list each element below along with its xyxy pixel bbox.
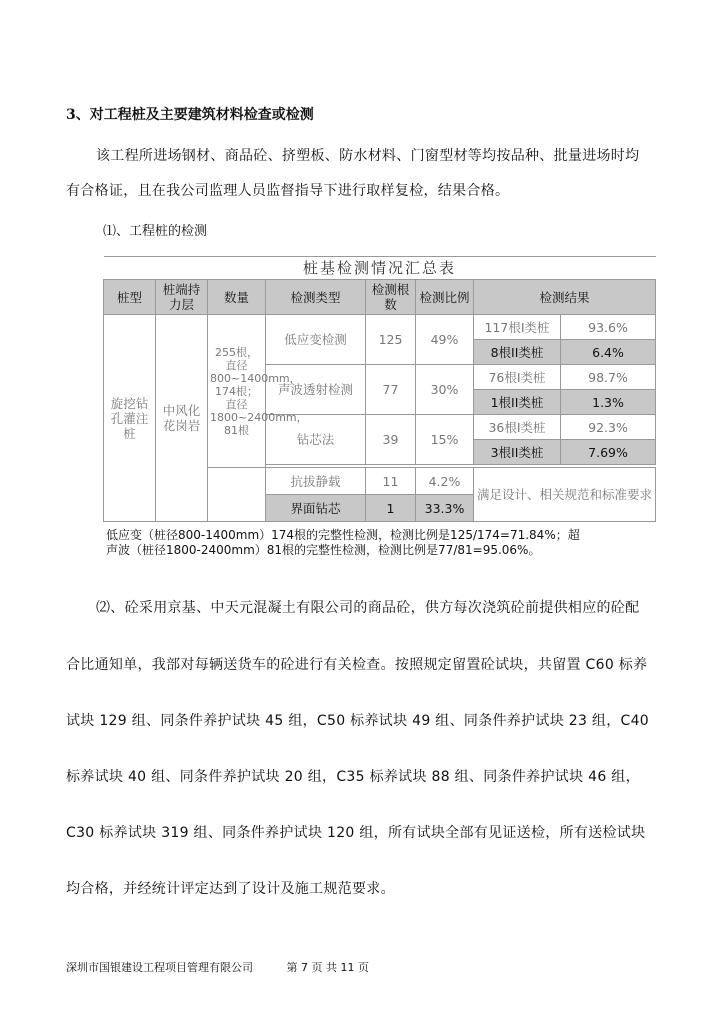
- test-type-cell: 声波透射检测: [266, 365, 366, 415]
- pile-type-cell: 旋挖钻孔灌注桩: [104, 315, 156, 522]
- result-percent-cell: 1.3%: [561, 390, 656, 415]
- test-type-cell: 低应变检测: [266, 315, 366, 365]
- paragraph-line: C30 标养试块 319 组、同条件养护试块 120 组，所有试块全部有见证送检，所有送检试块: [66, 825, 646, 841]
- result-class-cell: 8根II类桩: [474, 340, 561, 365]
- table-row: [104, 315, 656, 340]
- header-cell: 检测比例: [416, 280, 474, 315]
- section-heading: 3、对工程桩及主要建筑材料检查或检测: [66, 107, 314, 123]
- test-count-cell: 39: [366, 415, 416, 465]
- test-ratio-cell: 30%: [416, 365, 474, 415]
- test-count-cell: 11: [366, 468, 416, 495]
- paragraph-line: 试块 129 组、同条件养护试块 45 组，C50 标养试块 49 组、同条件养护试块 23 组，C40: [66, 713, 649, 729]
- test-count-cell: 1: [366, 495, 416, 522]
- header-cell: 检测结果: [474, 280, 656, 315]
- test-count-cell: 125: [366, 315, 416, 365]
- note-line: 声波（桩径1800-2400mm）81根的完整性检测，检测比例是77/81=95.06%。: [106, 543, 541, 557]
- pile-test-summary-table: [103, 256, 656, 522]
- paragraph-line: 标养试块 40 组、同条件养护试块 20 组，C35 标养试块 88 组、同条件养护试块 46 组，: [66, 769, 640, 785]
- merged-result-cell: 满足设计、相关规范和标准要求: [474, 468, 656, 522]
- paragraph-line: 该工程所进场钢材、商品砼、挤塑板、防水材料、门窗型材等均按品种、批量进场时均: [96, 148, 640, 164]
- result-percent-cell: 92.3%: [561, 415, 656, 440]
- footer-page-number: 第 7 页 共 11 页: [286, 961, 369, 974]
- test-type-cell: 钻芯法: [266, 415, 366, 465]
- paragraph-line: 均合格，并经统计评定达到了设计及施工规范要求。: [66, 881, 395, 897]
- subsection-label: ⑴、工程桩的检测: [103, 224, 208, 239]
- result-class-cell: 117根I类桩: [474, 315, 561, 340]
- result-class-cell: 76根I类桩: [474, 365, 561, 390]
- result-class-cell: 36根I类桩: [474, 415, 561, 440]
- table-title: 桩基检测情况汇总表: [104, 257, 656, 280]
- test-type-cell: 界面钻芯: [266, 495, 366, 522]
- table-note: [106, 528, 666, 558]
- header-cell: 检测类型: [266, 280, 366, 315]
- test-ratio-cell: 33.3%: [416, 495, 474, 522]
- test-ratio-cell: 4.2%: [416, 468, 474, 495]
- test-ratio-cell: 49%: [416, 315, 474, 365]
- result-percent-cell: 6.4%: [561, 340, 656, 365]
- result-percent-cell: 7.69%: [561, 440, 656, 465]
- page-footer: [66, 959, 399, 975]
- paragraph-line: 合比通知单，我部对每辆送货车的砼进行有关检查。按照规定留置砼试块，共留置 C60 标养: [66, 657, 648, 673]
- note-line: 低应变（桩径800-1400mm）174根的完整性检测，检测比例是125/174=71.84%；超: [106, 528, 580, 542]
- header-cell: 桩型: [104, 280, 156, 315]
- header-cell: 数量: [208, 280, 266, 315]
- test-ratio-cell: 15%: [416, 415, 474, 465]
- paragraph-line: 有合格证，且在我公司监理人员监督指导下进行取样复检，结果合格。: [66, 183, 510, 199]
- test-type-cell: 抗拔静载: [266, 468, 366, 495]
- header-cell: 桩端持力层: [156, 280, 208, 315]
- bearing-layer-cell: 中风化花岗岩: [156, 315, 208, 522]
- result-class-cell: 1根II类桩: [474, 390, 561, 415]
- result-class-cell: 3根II类桩: [474, 440, 561, 465]
- result-percent-cell: 93.6%: [561, 315, 656, 340]
- paragraph-line: ⑵、砼采用京基、中天元混凝土有限公司的商品砼，供方每次浇筑砼前提供相应的砼配: [96, 600, 640, 616]
- footer-company: 深圳市国银建设工程项目管理有限公司: [66, 961, 253, 974]
- result-percent-cell: 98.7%: [561, 365, 656, 390]
- test-count-cell: 77: [366, 365, 416, 415]
- quantity-empty-cell: [208, 468, 266, 522]
- table-header-row: [104, 280, 656, 315]
- quantity-cell: 255根，直径800~1400mm，174根；直径1800~2400mm，81根: [208, 315, 266, 468]
- header-cell: 检测根数: [366, 280, 416, 315]
